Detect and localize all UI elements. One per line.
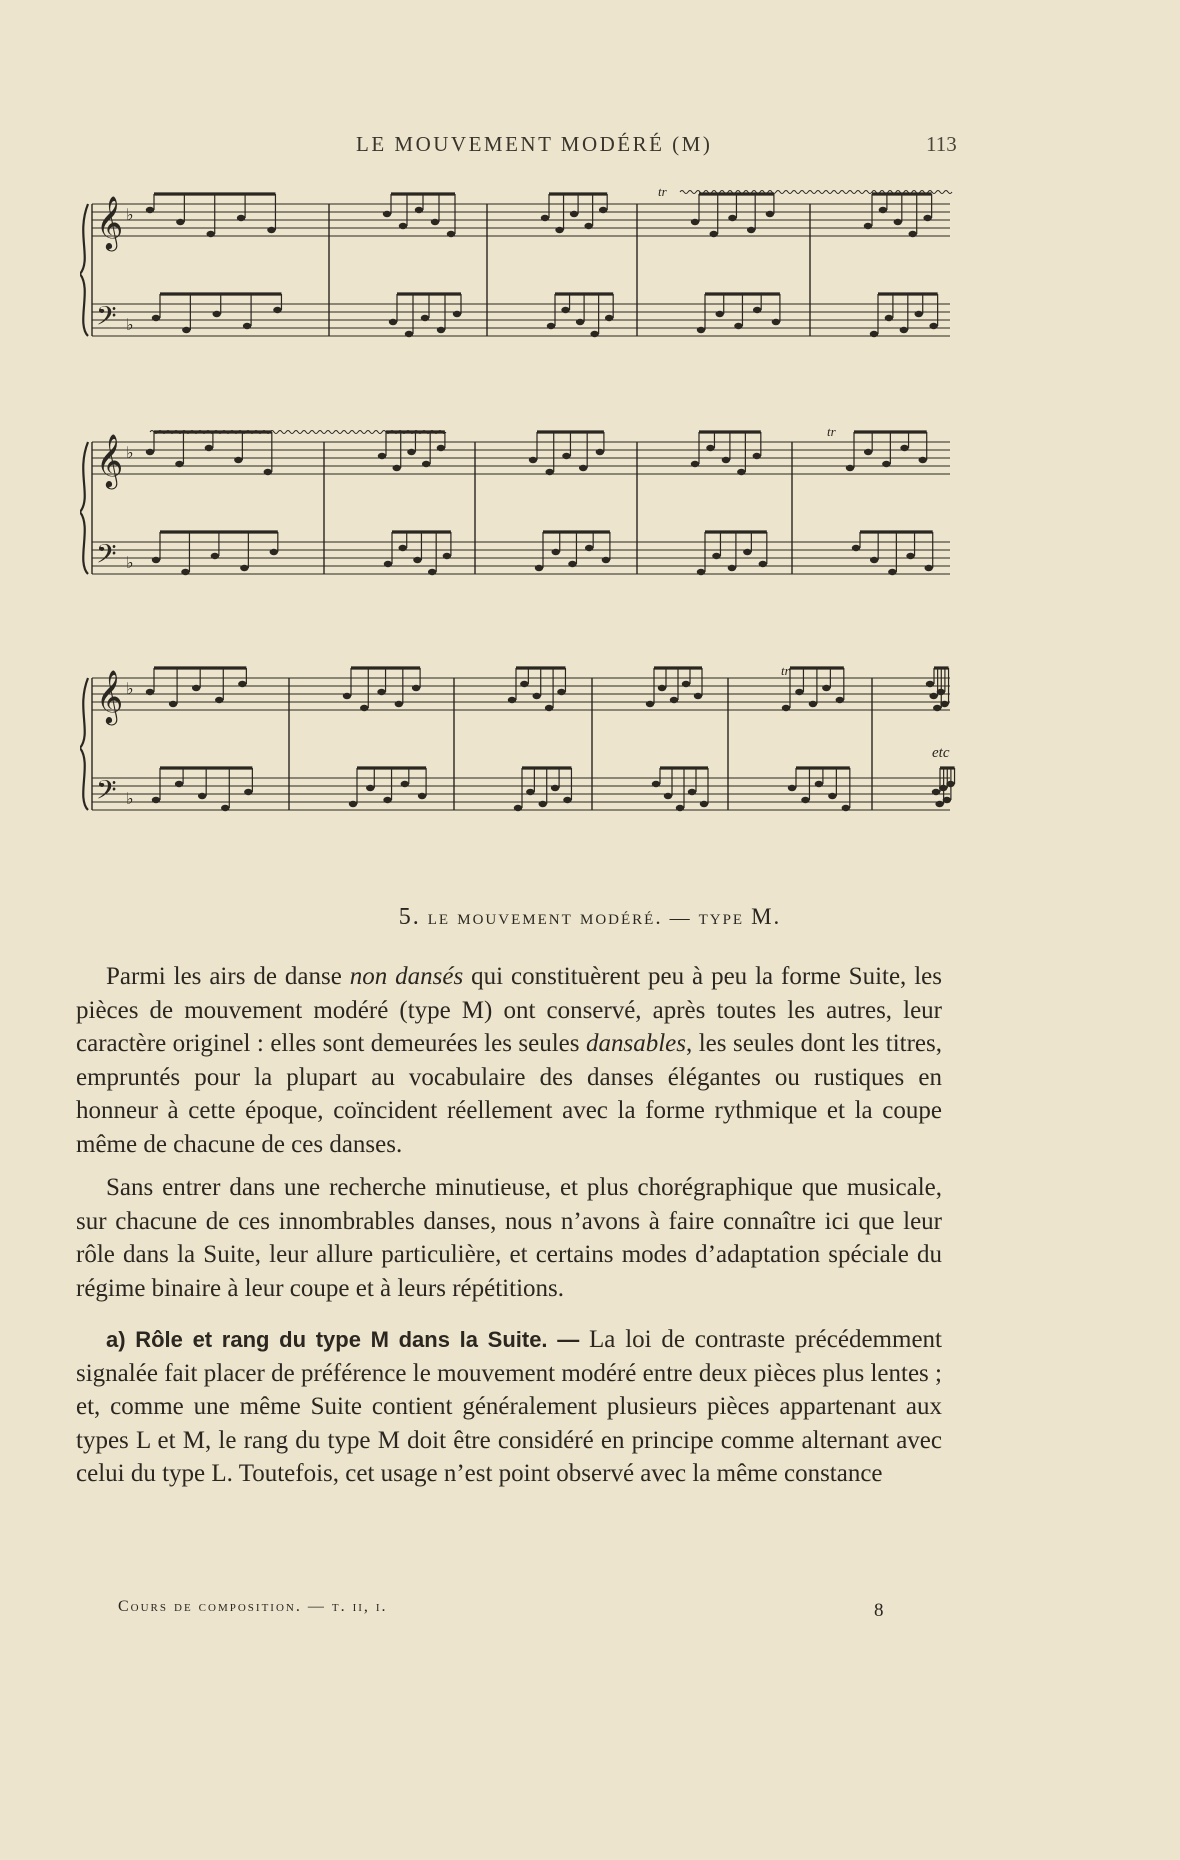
note-head — [697, 569, 705, 575]
flat-sign: ♭ — [126, 789, 134, 808]
note-head — [343, 693, 351, 699]
note-head — [795, 689, 803, 695]
note-head — [915, 311, 923, 317]
brace — [80, 204, 88, 336]
note-head — [584, 223, 592, 229]
flat-sign: ♭ — [126, 205, 134, 224]
caption-dash: — — [669, 907, 692, 929]
note-head — [378, 453, 386, 459]
note-head — [782, 705, 790, 711]
note-head — [421, 315, 429, 321]
note-head — [788, 785, 796, 791]
note-head — [552, 549, 560, 555]
note-head — [413, 557, 421, 563]
note-head — [852, 545, 860, 551]
note-head — [535, 565, 543, 571]
note-head — [712, 553, 720, 559]
note-head — [691, 219, 699, 225]
brace — [80, 678, 88, 810]
note-head — [946, 781, 954, 787]
paragraph-1 — [76, 960, 942, 1161]
note-head — [658, 685, 666, 691]
treble-clef: 𝄞 — [96, 433, 124, 487]
note-head — [384, 561, 392, 567]
note-head — [407, 449, 415, 455]
note-head — [412, 685, 420, 691]
note-head — [545, 705, 553, 711]
note-head — [688, 789, 696, 795]
note-head — [926, 681, 934, 687]
brace — [80, 442, 88, 574]
note-head — [389, 319, 397, 325]
note-head — [937, 689, 945, 695]
p1-text-c: , les seules dont les titres, empruntés pour la plupart au vocabulaire des danses élégantes ou rustiques en honneur à cette époque, coïncident réellement avec la forme rythmique et la coupe même de chacune de ces danses. — [76, 1030, 942, 1158]
note-head — [815, 781, 823, 787]
note-head — [175, 781, 183, 787]
note-head — [646, 701, 654, 707]
note-head — [602, 557, 610, 563]
note-head — [237, 215, 245, 221]
note-head — [215, 697, 223, 703]
note-head — [198, 793, 206, 799]
note-head — [244, 789, 252, 795]
note-head — [243, 323, 251, 329]
note-head — [221, 805, 229, 811]
note-head — [213, 311, 221, 317]
note-head — [453, 311, 461, 317]
trill-sign-2: tr — [827, 424, 836, 439]
example-caption — [0, 904, 1180, 931]
note-head — [399, 545, 407, 551]
note-head — [508, 697, 516, 703]
note-head — [267, 227, 275, 233]
note-head — [929, 693, 937, 699]
note-head — [822, 685, 830, 691]
note-head — [691, 461, 699, 467]
bass-clef: 𝄢 — [96, 300, 117, 338]
note-head — [443, 553, 451, 559]
note-head — [526, 789, 534, 795]
note-head — [146, 207, 154, 213]
flat-sign: ♭ — [126, 679, 134, 698]
note-head — [175, 461, 183, 467]
example-title: le mouvement modéré. — [427, 905, 663, 929]
note-head — [706, 445, 714, 451]
note-head — [596, 449, 604, 455]
note-head — [919, 457, 927, 463]
treble-clef: 𝄞 — [96, 195, 124, 249]
note-head — [925, 565, 933, 571]
note-head — [929, 323, 937, 329]
note-head — [728, 215, 736, 221]
note-head — [766, 211, 774, 217]
note-head — [728, 565, 736, 571]
note-head — [894, 219, 902, 225]
note-head — [422, 461, 430, 467]
bass-clef: 𝄢 — [96, 538, 117, 576]
note-head — [207, 231, 215, 237]
caption-type-letter: M. — [751, 904, 782, 929]
note-head — [437, 327, 445, 333]
note-head — [437, 445, 445, 451]
note-head — [399, 223, 407, 229]
note-head — [879, 207, 887, 213]
note-head — [205, 445, 213, 451]
note-head — [568, 561, 576, 567]
note-head — [418, 793, 426, 799]
caption-type-word: type — [698, 905, 745, 929]
note-head — [570, 211, 578, 217]
note-head — [152, 315, 160, 321]
note-head — [722, 457, 730, 463]
paragraph-2: Sans entrer dans une recherche minutieuse, et plus chorégraphique que musicale, sur chacune de ces innombrables danses, nous n’avons à faire connaître ici que leur rôle dans la Suite, leur allure particulière, et certains modes d’adaptation spéciale du régime binaire à leur coupe et à leurs répétitions. — [76, 1174, 942, 1302]
note-head — [900, 327, 908, 333]
note-head — [676, 805, 684, 811]
running-title: LE MOUVEMENT MODÉRÉ (M) — [356, 132, 713, 156]
note-head — [682, 681, 690, 687]
note-head — [349, 801, 357, 807]
example-number: 5. — [398, 904, 421, 930]
treble-clef: 𝄞 — [96, 669, 124, 723]
flat-sign: ♭ — [126, 443, 134, 462]
note-head — [447, 231, 455, 237]
note-head — [555, 227, 563, 233]
note-head — [514, 805, 522, 811]
note-head — [240, 565, 248, 571]
note-head — [943, 797, 951, 803]
note-head — [864, 449, 872, 455]
note-head — [590, 331, 598, 337]
etc-mark: etc — [932, 745, 950, 761]
note-head — [939, 785, 947, 791]
note-head — [605, 315, 613, 321]
body-text — [76, 960, 942, 1501]
note-head — [270, 549, 278, 555]
note-head — [697, 327, 705, 333]
note-head — [900, 445, 908, 451]
note-head — [870, 557, 878, 563]
note-head — [716, 311, 724, 317]
note-head — [393, 465, 401, 471]
note-head — [599, 207, 607, 213]
p1-text-b: qui constituèrent peu à peu la forme Suite, les pièces de mouvement modéré (type M) ont conservé, après toutes les autres, leur caractère originel : elles sont demeurées les seules — [76, 963, 942, 1057]
paragraph-3 — [76, 1323, 942, 1491]
note-head — [562, 453, 570, 459]
trill-sign-1: tr — [658, 184, 667, 199]
music-score — [80, 170, 960, 900]
flat-sign: ♭ — [126, 553, 134, 572]
note-head — [360, 705, 368, 711]
note-head — [579, 465, 587, 471]
note-head — [743, 549, 751, 555]
note-head — [933, 705, 941, 711]
section-heading-a: a) Rôle et rang du type M dans la Suite. — — [106, 1327, 580, 1352]
note-head — [415, 207, 423, 213]
note-head — [428, 569, 436, 575]
note-head — [529, 457, 537, 463]
note-head — [182, 327, 190, 333]
footer-signature: Cours de composition. — t. ii, i. — [118, 1598, 388, 1615]
note-head — [846, 465, 854, 471]
note-head — [146, 449, 154, 455]
note-head — [146, 689, 154, 695]
note-head — [152, 557, 160, 563]
note-head — [882, 461, 890, 467]
footer-signature-number: 8 — [874, 1600, 884, 1621]
note-head — [664, 793, 672, 799]
note-head — [561, 307, 569, 313]
note-head — [169, 701, 177, 707]
note-head — [652, 781, 660, 787]
note-head — [828, 793, 836, 799]
note-head — [551, 785, 559, 791]
note-head — [710, 231, 718, 237]
flat-sign: ♭ — [126, 315, 134, 334]
note-head — [801, 797, 809, 803]
p1-emphasis-non-danses: non dansés — [349, 963, 464, 990]
note-head — [585, 545, 593, 551]
p3-text: La loi de contraste précédemment signalée fait placer de préférence le mouvement modéré entre deux pièces plus lentes ; et, comme une même Suite contient généralement plusieurs pièces appartenant aux types L et M, le rang du type M doit être considéré en principe comme alternant avec celui du type L. Toutefois, cet usage n’est point observé avec la même constance — [76, 1326, 942, 1487]
p1-emphasis-dansables: dansables — [586, 1030, 686, 1057]
note-head — [377, 689, 385, 695]
note-head — [541, 215, 549, 221]
note-head — [670, 697, 678, 703]
note-head — [366, 785, 374, 791]
note-head — [888, 569, 896, 575]
note-head — [405, 331, 413, 337]
page-number: 113 — [926, 132, 957, 156]
note-head — [546, 469, 554, 475]
note-head — [539, 801, 547, 807]
note-head — [836, 697, 844, 703]
note-head — [753, 307, 761, 313]
note-head — [747, 227, 755, 233]
note-head — [181, 569, 189, 575]
note-head — [152, 797, 160, 803]
note-head — [576, 319, 584, 325]
note-head — [737, 469, 745, 475]
note-head — [864, 223, 872, 229]
note-head — [176, 219, 184, 225]
note-head — [923, 215, 931, 221]
note-head — [557, 689, 565, 695]
note-head — [211, 553, 219, 559]
note-head — [234, 457, 242, 463]
note-head — [734, 323, 742, 329]
note-head — [932, 789, 940, 795]
note-head — [383, 211, 391, 217]
note-head — [870, 331, 878, 337]
note-head — [909, 231, 917, 237]
trill-sign-3: tr — [781, 663, 790, 678]
note-head — [238, 681, 246, 687]
note-head — [772, 319, 780, 325]
note-head — [842, 805, 850, 811]
note-head — [264, 469, 272, 475]
note-head — [700, 801, 708, 807]
note-head — [563, 797, 571, 803]
note-head — [759, 561, 767, 567]
note-head — [533, 693, 541, 699]
note-head — [935, 801, 943, 807]
note-head — [694, 693, 702, 699]
note-head — [395, 701, 403, 707]
note-head — [940, 701, 948, 707]
note-head — [192, 685, 200, 691]
note-head — [520, 681, 528, 687]
note-head — [273, 307, 281, 313]
p1-text-a: Parmi les airs de danse — [106, 963, 350, 990]
note-head — [809, 701, 817, 707]
note-head — [906, 553, 914, 559]
note-head — [547, 323, 555, 329]
bass-clef: 𝄢 — [96, 774, 117, 812]
note-head — [753, 453, 761, 459]
note-head — [383, 797, 391, 803]
note-head — [401, 781, 409, 787]
note-head — [431, 219, 439, 225]
note-head — [885, 315, 893, 321]
